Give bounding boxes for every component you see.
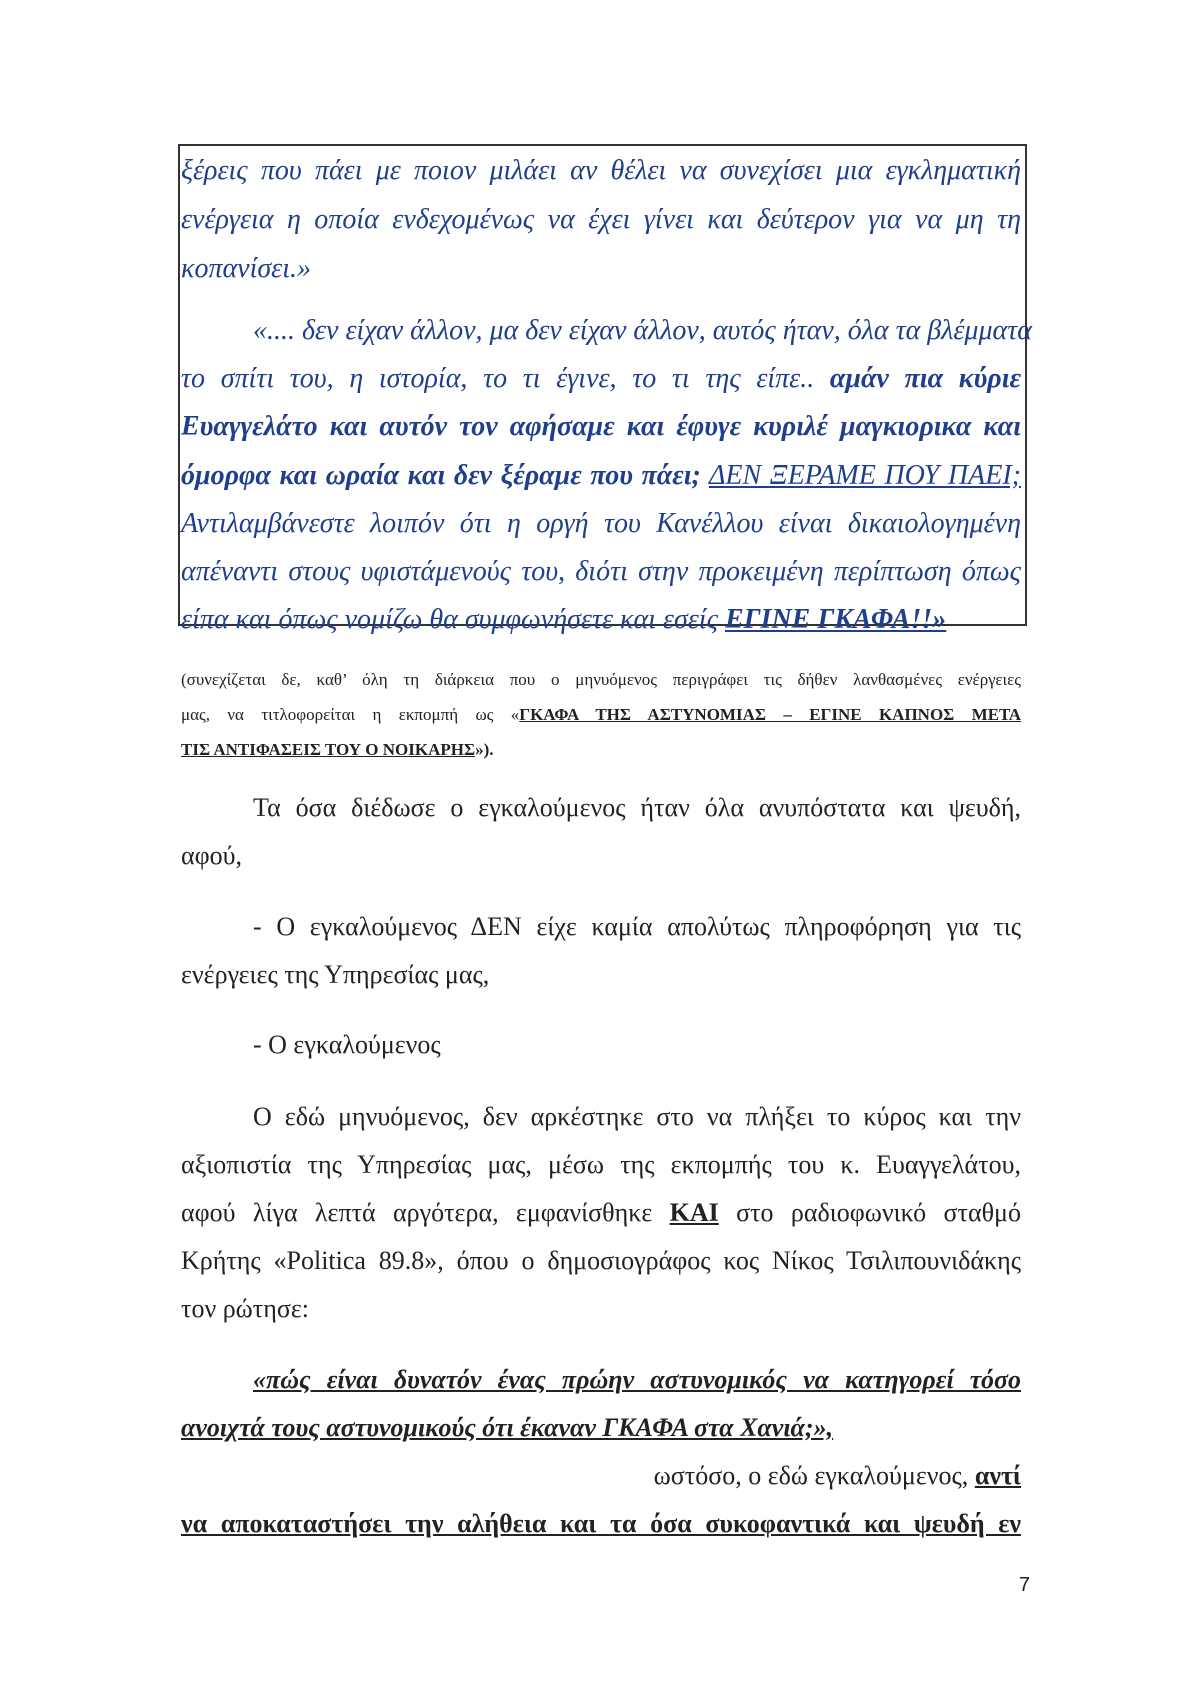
quote-line: Αντιλαμβάνεστε λοιπόν ότι η οργή του Κανέλλου είναι δικαιολογημένη	[181, 508, 1021, 539]
quote-text: το σπίτι του, η ιστορία, το τι έγινε, το τι της είπε..	[181, 363, 815, 394]
body-line: Ο εδώ μηνυόμενος, δεν αρκέστηκε στο να πλήξει το κύρος και την	[253, 1102, 1021, 1131]
quote-question-line: «πώς είναι δυνατόν ένας πρώην αστυνομικός να κατηγορεί τόσο	[253, 1365, 1021, 1394]
quote-line: απέναντι στους υφιστάμενούς του, διότι στην προκειμένη περίπτωση όπως	[181, 556, 1021, 587]
note-text: »).	[475, 740, 494, 759]
body-line	[181, 1459, 1021, 1493]
quote-emphasis: Ευαγγελάτο και αυτόν τον αφήσαμε και έφυγε κυριλέ μαγκιορικα και	[181, 411, 1021, 442]
quote-line: «.... δεν είχαν άλλον, μα δεν είχαν άλλον, αυτός ήταν, όλα τα βλέμματα	[253, 315, 1032, 346]
quote-line: κοπανίσει.»	[181, 253, 311, 284]
body-text: στο ραδιοφωνικό σταθμό	[736, 1198, 1021, 1227]
body-emphasis: αντί	[974, 1461, 1021, 1490]
note-emphasis: ΓΚΑΦΑ ΤΗΣ ΑΣΤΥΝΟΜΙΑΣ – ΕΓΙΝΕ ΚΑΠΝΟΣ ΜΕΤΑ	[519, 705, 1021, 724]
quote-underlined: ΕΓΙΝΕ ΓΚΑΦΑ!!»	[724, 604, 947, 635]
quote-line	[181, 362, 1021, 396]
body-text: αφού λίγα λεπτά αργότερα, εμφανίσθηκε	[181, 1198, 653, 1227]
note-line	[181, 703, 1021, 727]
page-number: 7	[1018, 1574, 1030, 1596]
body-line: Τα όσα διέδωσε ο εγκαλούμενος ήταν όλα ανυπόστατα και ψευδή,	[253, 793, 1021, 822]
body-line: - Ο εγκαλούμενος ΔΕΝ είχε καμία απολύτως πληροφόρηση για τις	[253, 912, 1021, 941]
note-text: μας, να τιτλοφορείται η εκπομπή ως «	[181, 705, 520, 724]
body-text: ωστόσο, ο εδώ εγκαλούμενος,	[653, 1461, 969, 1490]
body-line: - Ο εγκαλούμενος	[253, 1030, 441, 1059]
quote-line: ενέργεια η οποία ενδεχομένως να έχει γίνει και δεύτερον για να μη τη	[181, 204, 1021, 235]
body-line	[181, 1196, 1021, 1230]
body-line: ενέργειες της Υπηρεσίας μας,	[181, 960, 490, 989]
quote-emphasis: όμορφα και ωραία και δεν ξέραμε που πάει;	[181, 460, 701, 491]
quote-line	[181, 410, 1021, 444]
quote-line	[181, 603, 1021, 637]
body-line: αφού,	[181, 841, 243, 870]
body-line: Κρήτης «Politica 89.8», όπου ο δημοσιογράφος κος Νίκος Τσιλιπουνιδάκης	[181, 1246, 1021, 1275]
quote-question-line: ανοιχτά τους αστυνομικούς ότι έκαναν ΓΚΑΦΑ στα Χανιά;»,	[181, 1413, 834, 1442]
body-emphasis: ΚΑΙ	[669, 1198, 719, 1227]
quote-underlined: ΔΕΝ ΞΕΡΑΜΕ ΠΟΥ ΠΑΕΙ;	[708, 460, 1021, 491]
quote-emphasis: αμάν πια κύριε	[829, 363, 1021, 394]
body-line: τον ρώτησε:	[181, 1294, 309, 1323]
note-emphasis: ΤΙΣ ΑΝΤΙΦΑΣΕΙΣ ΤΟΥ Ο ΝΟΙΚΑΡΗΣ	[181, 740, 476, 759]
note-line: (συνεχίζεται δε, καθ’ όλη τη διάρκεια που ο μηνυόμενος περιγράφει τις δήθεν λανθασμένες ενέργειες	[181, 670, 1021, 689]
quote-text: είπα και όπως νομίζω θα συμφωνήσετε και εσείς	[181, 604, 718, 635]
body-line: να αποκαταστήσει την αλήθεια και τα όσα συκοφαντικά και ψευδή εν	[181, 1509, 1021, 1538]
quote-line	[181, 459, 1021, 493]
body-line: αξιοπιστία της Υπηρεσίας μας, μέσω της εκπομπής του κ. Ευαγγελάτου,	[181, 1150, 1021, 1179]
quote-line: ξέρεις που πάει με ποιον μιλάει αν θέλει να συνεχίσει μια εγκληματική	[181, 155, 1021, 186]
note-line	[181, 738, 1021, 762]
